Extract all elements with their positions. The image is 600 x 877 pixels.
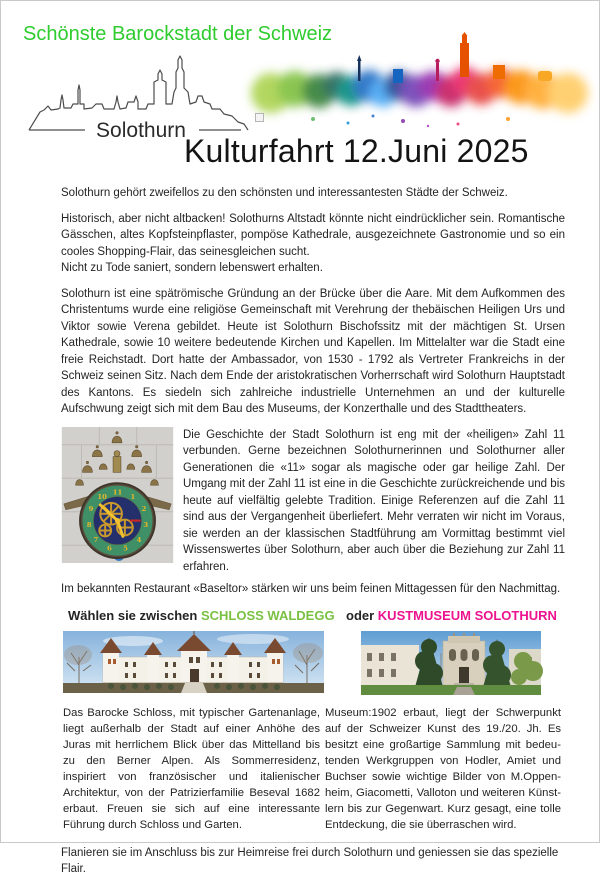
tagline: Schönste Barockstadt der Schweiz <box>23 23 333 45</box>
choice-header <box>61 608 565 626</box>
watercolor-skyline-icon <box>253 31 593 131</box>
svg-text:9: 9 <box>88 504 94 513</box>
choice-connector: oder <box>346 607 378 623</box>
intro-paragraph-1: Solothurn gehört zweifellos zu den schönsten und interessantesten Städte der Schweiz. <box>61 187 508 199</box>
scan-artifact-square <box>255 113 264 122</box>
museum-photo <box>361 631 541 695</box>
clock-section-text: Die Geschichte der Stadt Solothurn ist eng mit der «heiligen» Zahl 11 verbunden. Gerne bezeichnen Solothurnerinnen und Solothurner aller Generationen die «11» sogar als magische oder gar heilige Zahl. Der Umgang mit der Zahl 11 ist eine in die Geschichte zurückreichende und bis heute auf vielfältig gelebte Tradition. Einige Referenzen auf die Zahl 11 sind aus der Vergangenheit überliefert. Mehr verraten wir nicht im Voraus, sie werden an der klassischen Stadtführung am Vormittag bestimmt viel Wissenswertes über Solothurn, aber auch über die Beziehung zur Zahl 11 erfahren. <box>183 428 565 573</box>
svg-text:7: 7 <box>93 535 99 544</box>
waldegg-description: Das Barocke Schloss, mit typischer Gartenanlage, liegt außerhalb der Stadt auf einer Anhöhe des Juras mit herrlichem Blick über das Mittelland bis zu den Berner Alpen. Als Sommerresidenz, inspiriert von französischer und italienischer Architektur, von der Patrizierfamilie Beseval 1682 erbaut. Freuen sie sich auf eine interessante Führung durch Schloss und Garten. <box>63 706 320 831</box>
intro-paragraph-3: Solothurn ist eine spätrömische Gründung an der Brücke über die Aare. Mit dem Aufkommen des Christentums wurde eine religiöse Gemeinschaft mit Verehrung der thebäischen Heiligen Urs und Viktor sowie Verena gebildet. Heute ist Solothurn Bischofssitz mit der mächtigen St. Ursen Kathedrale, sowie 10 weitere bedeutende Kirchen und Kapellen. Im Mittelalter war die Stadt eine freie Reichstadt. Dort hatte der Ambassador, von 1530 - 1792 als Vertreter Frankreichs in der Schweiz seinen Sitz. Nach dem Ende der aristokratischen Vorherrschaft wird Solothurn Hauptstadt des Kantons. Es siedeln sich zahlreiche industrielle Unternehmen an und der kulturelle Aufschwung zeigt sich mit dem Bau des Museums, der Konzerthalle und des Stadttheaters. <box>61 287 565 415</box>
svg-text:10: 10 <box>97 492 107 501</box>
castle-photo <box>63 631 324 693</box>
svg-text:3: 3 <box>143 520 149 529</box>
schloss-waldegg-icon <box>63 631 324 693</box>
choice-right <box>346 608 557 623</box>
svg-text:1: 1 <box>130 492 136 501</box>
logo-city-label: Solothurn <box>96 119 186 142</box>
choice-prefix: Wählen sie zwischen <box>68 607 201 623</box>
main-content <box>61 185 565 877</box>
svg-text:4: 4 <box>136 535 142 544</box>
choice-option-kunstmuseum: KUSTMUSEUM SOLOTHURN <box>377 607 557 623</box>
svg-text:6: 6 <box>107 543 112 552</box>
kunstmuseum-icon <box>361 631 541 695</box>
choice-left <box>68 608 335 623</box>
clock-photo <box>61 427 174 563</box>
clock-section <box>61 427 565 576</box>
watercolor-skyline-image <box>253 31 593 131</box>
intro-paragraph-2 <box>61 211 565 277</box>
intro-paragraph-2a: Historisch, aber nicht altbacken! Solothurns Altstadt könnte nicht eindrücklicher sein. Romantische Gässchen, altes Kopfsteinpflaster, pompöse Kathedrale, ausgezeichnete Gastronomie und so ein cooles Shopping-Flair, das seinesgleichen sucht. <box>61 212 565 258</box>
intro-paragraph-2b: Nicht zu Tode saniert, sondern lebenswert erhalten. <box>61 262 323 274</box>
choice-option-waldegg: SCHLOSS WALDEGG <box>200 607 335 623</box>
choice-columns <box>61 705 565 833</box>
svg-text:5: 5 <box>123 543 128 552</box>
page-title: Kulturfahrt 12.Juni 2025 <box>184 133 529 169</box>
watercolor-splatter <box>311 115 510 128</box>
solothurn-skyline-logo <box>27 51 262 143</box>
astronomical-clock-icon <box>61 427 174 563</box>
choice-images-row <box>61 631 565 695</box>
lunch-line: Im bekannten Restaurant «Baseltor» stärken wir uns beim feinen Mittagessen für den Nachmittag. <box>61 583 561 595</box>
kunstmuseum-description: Museum:1902 erbaut, liegt der Schwerpunkt auf der Schweizer Kunst des 19./20. Jh. Es besitzt eine großartige Sammlung mit bedeutenden Werkgruppen von Hodler, Amiet und Buchser sowie wichtige Bilder von M.Oppenheim, Giacometti, Valloton und weiteren Künstlern bis zur Gegenwart. Kurz gesagt, eine tolle Entdeckung, die sie überraschen wird. <box>325 706 561 831</box>
skyline-lineart-icon <box>27 51 262 143</box>
svg-text:8: 8 <box>86 520 92 529</box>
svg-text:11: 11 <box>112 488 123 497</box>
closing-line: Flanieren sie im Anschluss bis zur Heimreise frei durch Solothurn und geniessen sie das spezielle Flair. <box>61 846 559 875</box>
svg-text:2: 2 <box>141 504 147 513</box>
